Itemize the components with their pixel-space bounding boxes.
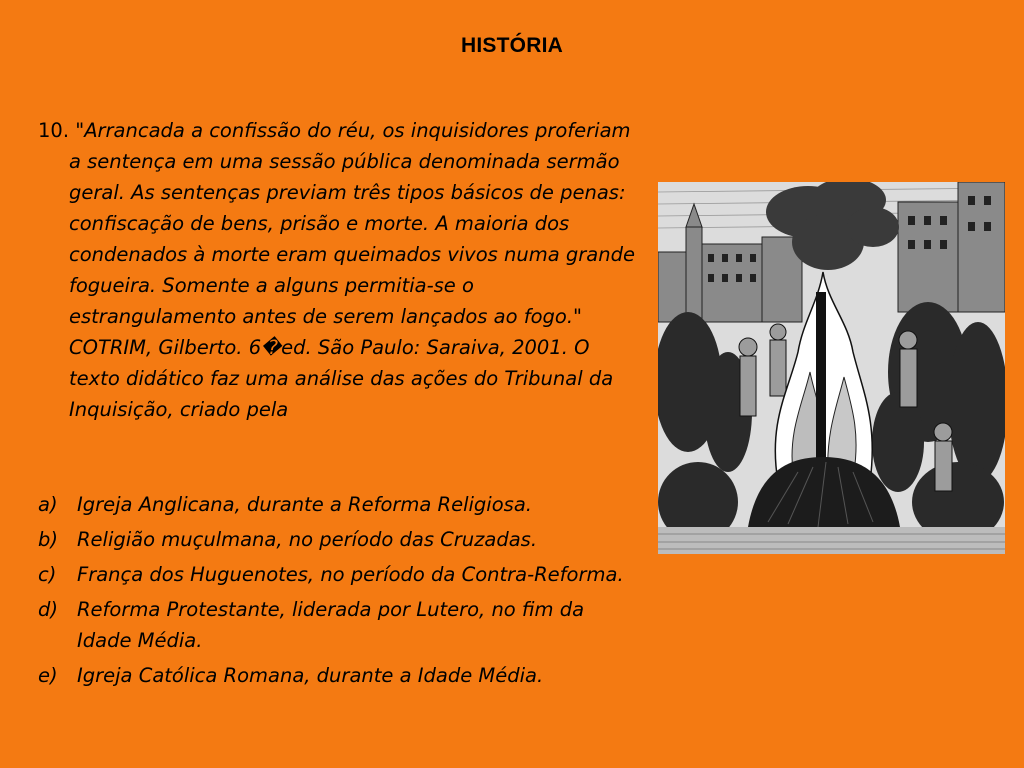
option-text: Religião muçulmana, no período das Cruzadas. — [77, 528, 538, 551]
option-a — [38, 489, 638, 520]
question-block — [38, 115, 638, 425]
inquisition-burning-engraving — [658, 182, 1005, 554]
option-letter: e) — [38, 664, 58, 687]
engraving-illustration — [658, 182, 1005, 554]
option-letter: b) — [38, 528, 58, 551]
option-d — [38, 594, 638, 656]
option-letter: a) — [38, 493, 58, 516]
option-text: Reforma Protestante, liderada por Lutero, no fim da Idade Média. — [77, 598, 585, 652]
option-letter: c) — [38, 563, 57, 586]
option-letter: d) — [38, 598, 58, 621]
answer-options — [38, 489, 638, 695]
question-line — [38, 115, 638, 425]
option-text: Igreja Anglicana, durante a Reforma Religiosa. — [77, 493, 532, 516]
slide-title: HISTÓRIA — [461, 34, 563, 57]
option-b — [38, 524, 638, 555]
question-text: "Arrancada a confissão do réu, os inquisidores proferiam a sentença em uma sessão pública denominada sermão geral. As sentenças previam três tipos básicos de penas: confiscação de bens, prisão e morte. A maioria dos condenados à morte eram queimados vivos numa grande fogueira. Somente a alguns permitia-se o estrangulamento antes de serem lançados ao fogo." COTRIM, Gilberto. 6�ed. São Paulo: Saraiva, 2001. O texto didático faz uma análise das ações do Tribunal da Inquisição, criado pela — [69, 119, 635, 421]
option-text: França dos Huguenotes, no período da Contra-Reforma. — [77, 563, 624, 586]
option-text: Igreja Católica Romana, durante a Idade Média. — [77, 664, 544, 687]
question-number: 10. — [38, 119, 70, 142]
option-c — [38, 559, 638, 590]
option-e — [38, 660, 638, 691]
